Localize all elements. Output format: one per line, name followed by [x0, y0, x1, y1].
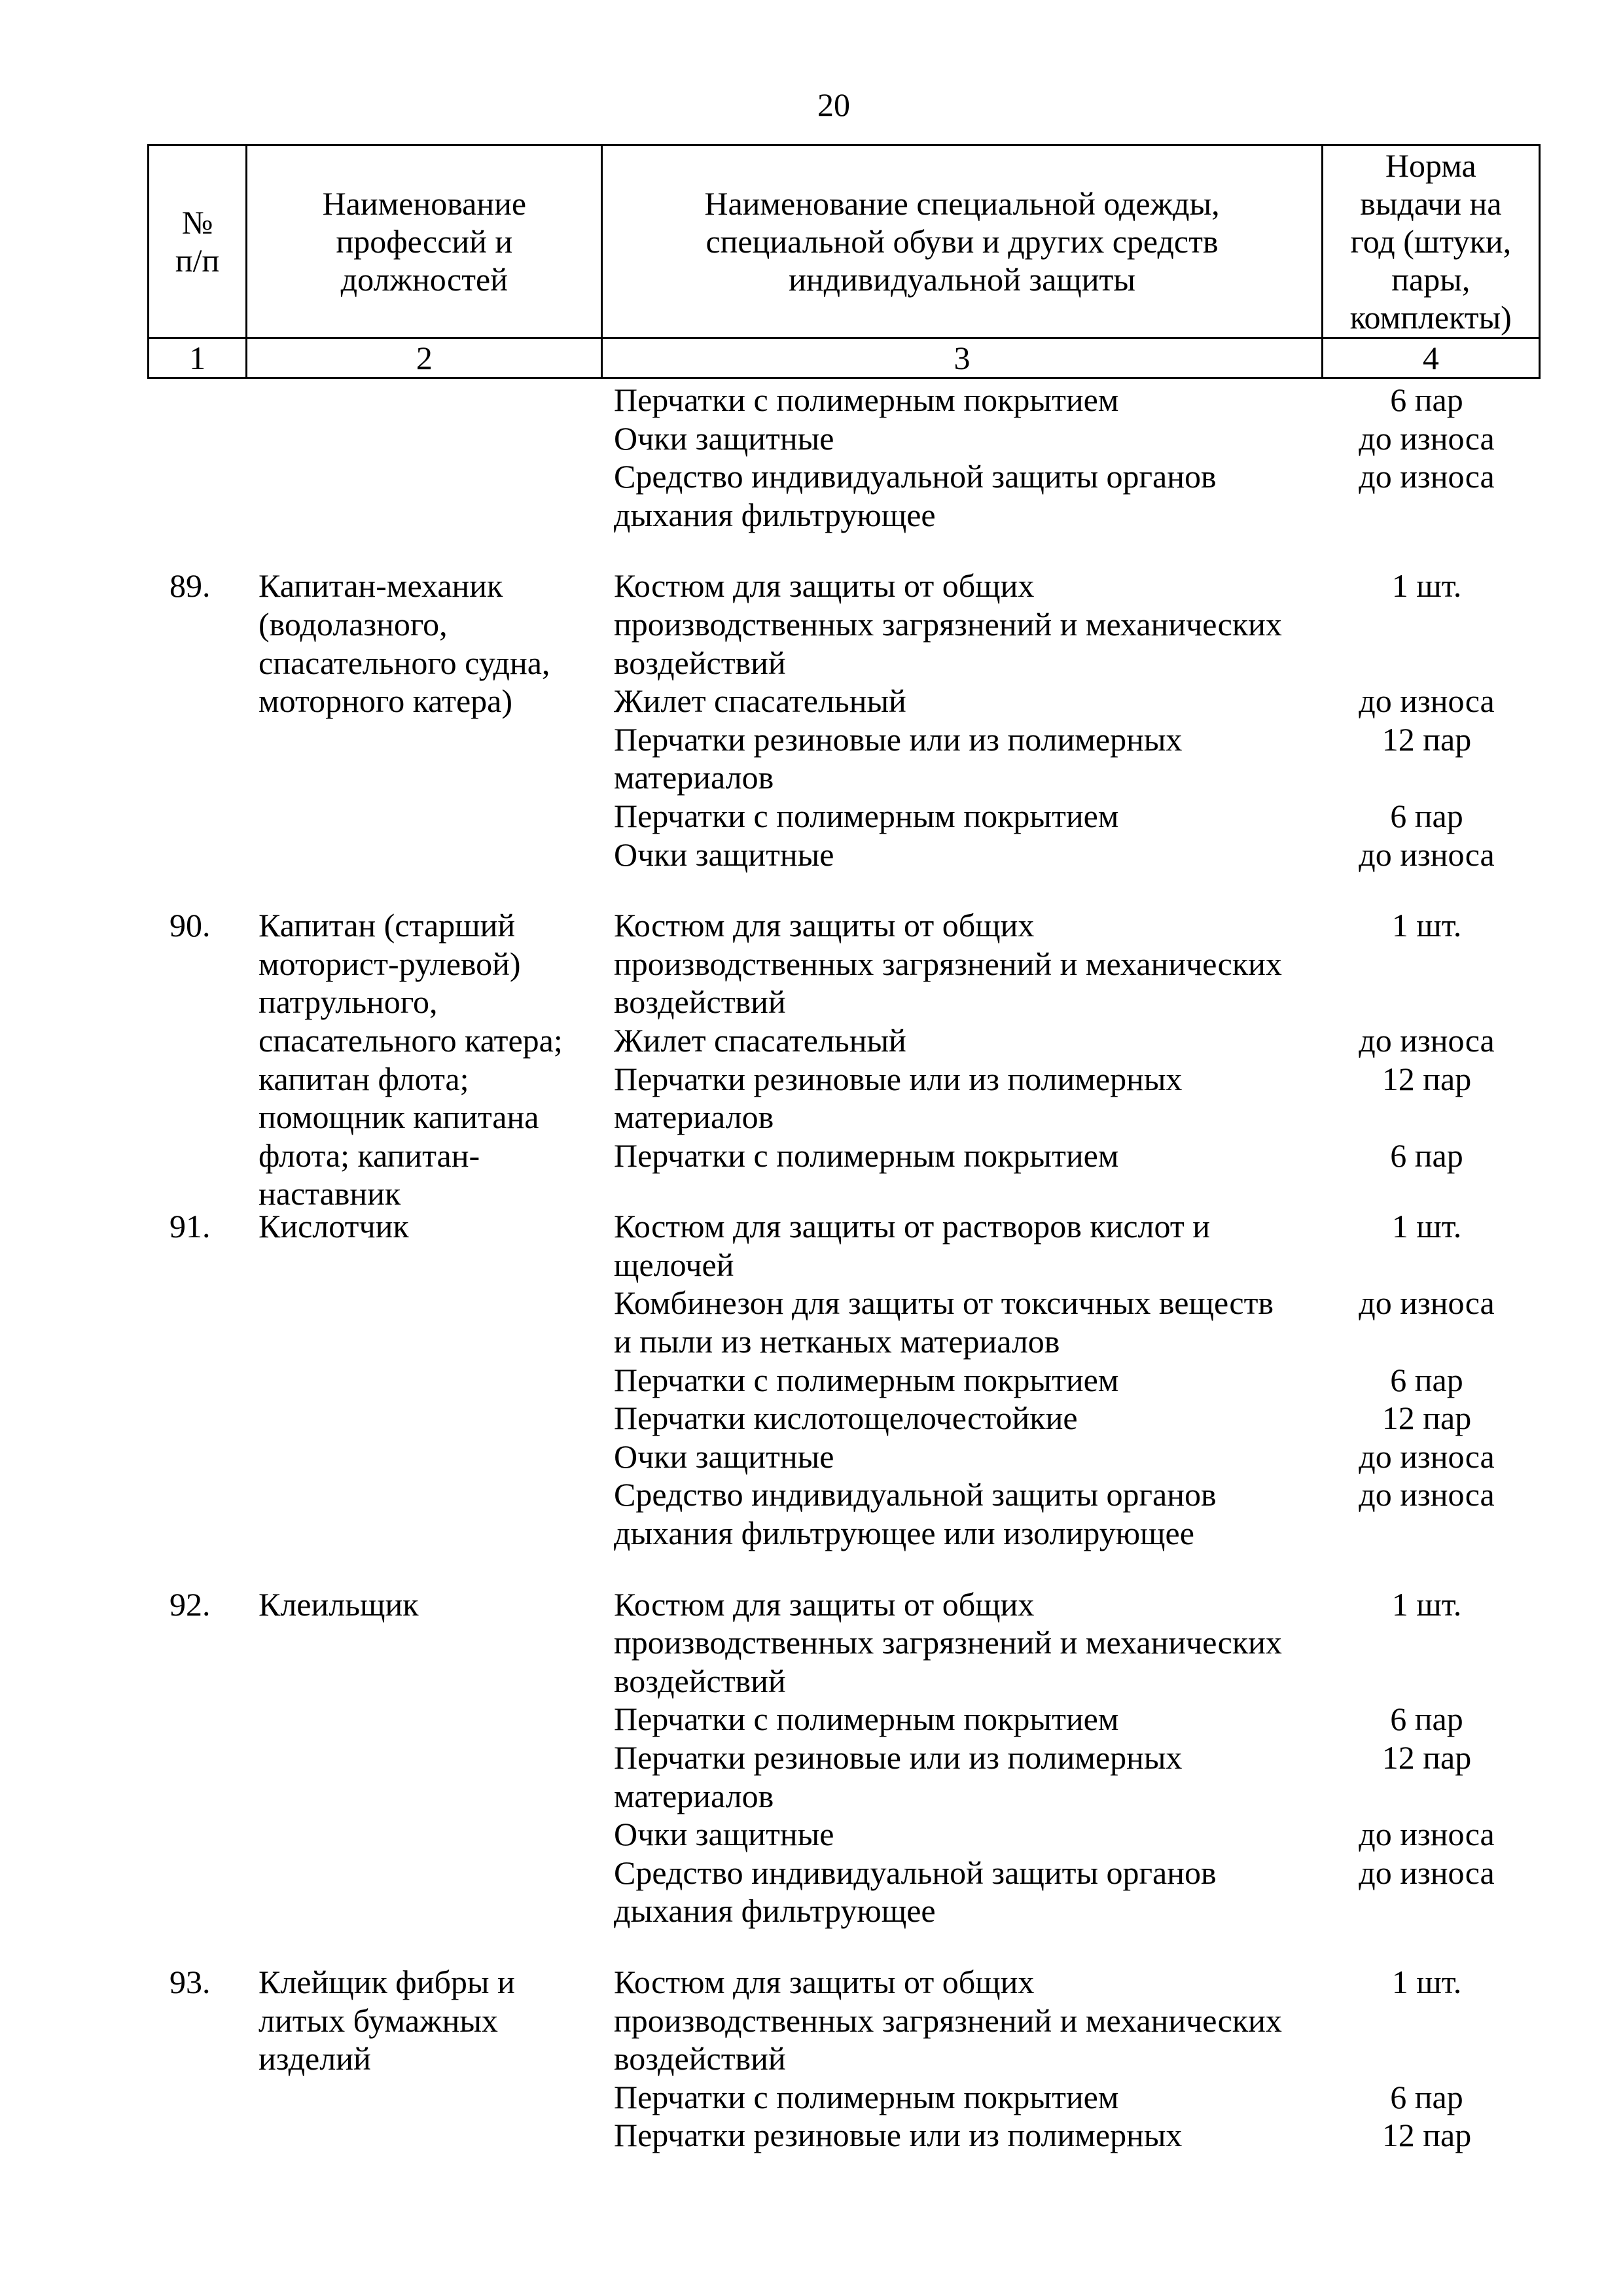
profession-name: [259, 1585, 419, 1624]
equipment-item: [614, 1815, 1623, 1854]
column-number: 4: [1322, 338, 1539, 378]
header-text: Наименование специальной одежды,: [704, 185, 1220, 222]
column-number-row: [149, 338, 1540, 378]
equipment-list: [614, 1963, 1623, 2155]
equipment-item: [614, 457, 1623, 534]
table-row: [0, 1963, 1623, 2155]
equipment-name-line: Перчатки с полимерным покрытием: [614, 2078, 1119, 2115]
issue-norm: 6 пар: [1390, 381, 1463, 418]
equipment-name-line: Костюм для защиты от растворов кислот и: [614, 1208, 1210, 1245]
issue-norm: 12 пар: [1382, 1060, 1472, 1097]
equipment-list: [614, 1585, 1623, 1930]
equipment-name-line: производственных загрязнений и механических: [614, 605, 1282, 643]
equipment-name-line: воздействий: [614, 2040, 786, 2077]
equipment-name-line: Перчатки резиновые или из полимерных: [614, 1060, 1183, 1097]
equipment-name-line: щелочей: [614, 1246, 734, 1283]
profession-name-line: Кислотчик: [259, 1208, 409, 1245]
equipment-name-line: Перчатки с полимерным покрытием: [614, 1137, 1119, 1174]
header-text: профессий и: [336, 223, 513, 260]
header-text: №: [181, 204, 213, 241]
equipment-name-line: Очки защитные: [614, 836, 834, 873]
equipment-item: [614, 419, 1623, 458]
profession-name-line: изделий: [259, 2040, 371, 2077]
row-number: 91.: [169, 1208, 211, 1245]
profession-name: [259, 1207, 409, 1246]
equipment-list: [614, 567, 1623, 874]
equipment-name-line: Костюм для защиты от общих: [614, 1963, 1035, 2000]
issue-norm: до износа: [1359, 1021, 1495, 1059]
row-number: 92.: [169, 1585, 211, 1623]
equipment-item: [614, 906, 1623, 1021]
header-text: Наименование: [322, 185, 527, 222]
table-body: [0, 381, 1623, 2187]
equipment-item: [614, 381, 1623, 419]
profession-name: [259, 1963, 515, 2078]
equipment-item: [614, 1854, 1623, 1930]
equipment-item: [614, 1137, 1623, 1175]
profession-name-line: наставник: [259, 1175, 401, 1212]
issue-norm: до износа: [1359, 682, 1495, 720]
equipment-item: [614, 682, 1623, 720]
header-text: пары,: [1391, 261, 1471, 298]
equipment-name-line: материалов: [614, 759, 774, 796]
equipment-name-line: воздействий: [614, 1662, 786, 1699]
table-row: [0, 381, 1623, 534]
equipment-name-line: дыхания фильтрующее: [614, 1892, 936, 1930]
header-text: комплекты): [1349, 299, 1512, 336]
profession-name-line: Капитан-механик: [259, 567, 503, 605]
equipment-name-line: материалов: [614, 1099, 774, 1136]
equipment-item: [614, 1060, 1623, 1137]
equipment-item: [614, 1399, 1623, 1438]
profession-name-line: Клеильщик: [259, 1585, 419, 1623]
header-col-number: [149, 145, 247, 338]
row-number: 93.: [169, 1963, 211, 2000]
equipment-name-line: Перчатки резиновые или из полимерных: [614, 2117, 1183, 2154]
equipment-item: [614, 1585, 1623, 1701]
issue-norm: 12 пар: [1382, 720, 1472, 758]
equipment-name-line: Перчатки резиновые или из полимерных: [614, 720, 1183, 758]
profession-name: [259, 567, 550, 720]
equipment-name-line: Перчатки с полимерным покрытием: [614, 381, 1119, 418]
issue-norm: до износа: [1359, 458, 1495, 495]
header-col-equipment: [602, 145, 1322, 338]
equipment-name-line: Жилет спасательный: [614, 1021, 906, 1059]
issue-norm: 1 шт.: [1391, 1963, 1462, 2000]
equipment-name-line: воздействий: [614, 983, 786, 1021]
equipment-item: [614, 1438, 1623, 1476]
issue-norm: до износа: [1359, 836, 1495, 873]
issue-norm: 1 шт.: [1391, 1585, 1462, 1623]
profession-name-line: моторного катера): [259, 682, 513, 720]
issue-norm: 1 шт.: [1391, 907, 1462, 944]
table-header: [147, 144, 1541, 379]
table-row: [0, 1207, 1623, 1552]
profession-name-line: Клейщик фибры и: [259, 1963, 515, 2000]
equipment-name-line: Комбинезон для защиты от токсичных веществ: [614, 1284, 1274, 1322]
profession-name-line: литых бумажных: [259, 2002, 498, 2039]
issue-norm: 1 шт.: [1391, 1208, 1462, 1245]
equipment-name-line: дыхания фильтрующее или изолирующее: [614, 1515, 1194, 1552]
issue-norm: до износа: [1359, 1816, 1495, 1853]
equipment-list: [614, 381, 1623, 534]
equipment-item: [614, 836, 1623, 874]
header-text: должностей: [340, 261, 508, 298]
column-number: 3: [602, 338, 1322, 378]
header-col-norm: [1322, 145, 1539, 338]
equipment-name-line: материалов: [614, 1777, 774, 1814]
equipment-name-line: и пыли из нетканых материалов: [614, 1323, 1060, 1360]
equipment-item: [614, 1739, 1623, 1815]
profession-name-line: моторист-рулевой): [259, 945, 521, 982]
issue-norm: до износа: [1359, 419, 1495, 457]
header-text: специальной обуви и других средств: [705, 223, 1219, 260]
table-row: [0, 567, 1623, 874]
header-text: Норма: [1385, 147, 1476, 184]
issue-norm: до износа: [1359, 1284, 1495, 1322]
header-text: год (штуки,: [1350, 223, 1512, 260]
equipment-name-line: Очки защитные: [614, 1438, 834, 1475]
issue-norm: до износа: [1359, 1438, 1495, 1475]
equipment-item: [614, 1361, 1623, 1400]
issue-norm: 12 пар: [1382, 2117, 1472, 2154]
profession-name-line: спасательного катера;: [259, 1021, 563, 1059]
equipment-name-line: Перчатки кислотощелочестойкие: [614, 1400, 1078, 1437]
equipment-name-line: воздействий: [614, 644, 786, 681]
header-row: [149, 145, 1540, 338]
equipment-name-line: Перчатки резиновые или из полимерных: [614, 1739, 1183, 1776]
equipment-name-line: Средство индивидуальной защиты органов: [614, 458, 1217, 495]
equipment-name-line: Перчатки с полимерным покрытием: [614, 797, 1119, 834]
column-number: 2: [247, 338, 602, 378]
equipment-list: [614, 1207, 1623, 1552]
equipment-item: [614, 1207, 1623, 1284]
equipment-name-line: производственных загрязнений и механических: [614, 2002, 1282, 2039]
table-row: [0, 906, 1623, 1212]
header-col-profession: [247, 145, 602, 338]
equipment-item: [614, 1284, 1623, 1360]
equipment-name-line: Очки защитные: [614, 1816, 834, 1853]
equipment-name-line: Костюм для защиты от общих: [614, 1585, 1035, 1623]
equipment-name-line: Средство индивидуальной защиты органов: [614, 1854, 1217, 1891]
equipment-item: [614, 567, 1623, 682]
profession-name-line: (водолазного,: [259, 605, 448, 643]
issue-norm: 1 шт.: [1391, 567, 1462, 605]
row-number: 90.: [169, 907, 211, 944]
equipment-item: [614, 1963, 1623, 2078]
equipment-item: [614, 1475, 1623, 1552]
issue-norm: 6 пар: [1390, 1361, 1463, 1398]
equipment-item: [614, 797, 1623, 836]
equipment-list: [614, 906, 1623, 1174]
issue-norm: 12 пар: [1382, 1400, 1472, 1437]
profession-name-line: флота; капитан-: [259, 1137, 480, 1174]
profession-name-line: помощник капитана: [259, 1099, 539, 1136]
header-text: выдачи на: [1360, 185, 1502, 222]
equipment-name-line: Средство индивидуальной защиты органов: [614, 1476, 1217, 1513]
equipment-name-line: производственных загрязнений и механических: [614, 945, 1282, 982]
equipment-name-line: Жилет спасательный: [614, 682, 906, 720]
profession-name-line: патрульного,: [259, 983, 438, 1021]
equipment-name-line: Костюм для защиты от общих: [614, 907, 1035, 944]
equipment-name-line: Очки защитные: [614, 419, 834, 457]
profession-name-line: Капитан (старший: [259, 907, 516, 944]
equipment-item: [614, 2116, 1623, 2155]
issue-norm: 6 пар: [1390, 797, 1463, 834]
table-row: [0, 1585, 1623, 1930]
header-text: индивидуальной защиты: [789, 261, 1135, 298]
equipment-name-line: производственных загрязнений и механических: [614, 1624, 1282, 1661]
issue-norm: 12 пар: [1382, 1739, 1472, 1776]
profession-name-line: капитан флота;: [259, 1060, 469, 1097]
row-number: 89.: [169, 567, 211, 605]
issue-norm: 6 пар: [1390, 2078, 1463, 2115]
profession-name-line: спасательного судна,: [259, 644, 550, 681]
equipment-name-line: Перчатки с полимерным покрытием: [614, 1361, 1119, 1398]
issue-norm: до износа: [1359, 1476, 1495, 1513]
equipment-name-line: Перчатки с полимерным покрытием: [614, 1701, 1119, 1738]
header-text: п/п: [175, 242, 220, 279]
issue-norm: 6 пар: [1390, 1137, 1463, 1174]
profession-name: [259, 906, 563, 1213]
issue-norm: до износа: [1359, 1854, 1495, 1891]
equipment-item: [614, 1021, 1623, 1060]
equipment-name-line: Костюм для защиты от общих: [614, 567, 1035, 605]
issue-norm: 6 пар: [1390, 1701, 1463, 1738]
equipment-item: [614, 2078, 1623, 2117]
equipment-item: [614, 1700, 1623, 1739]
column-number: 1: [149, 338, 247, 378]
page-number: 20: [817, 86, 850, 123]
equipment-name-line: дыхания фильтрующее: [614, 496, 936, 533]
equipment-item: [614, 720, 1623, 797]
